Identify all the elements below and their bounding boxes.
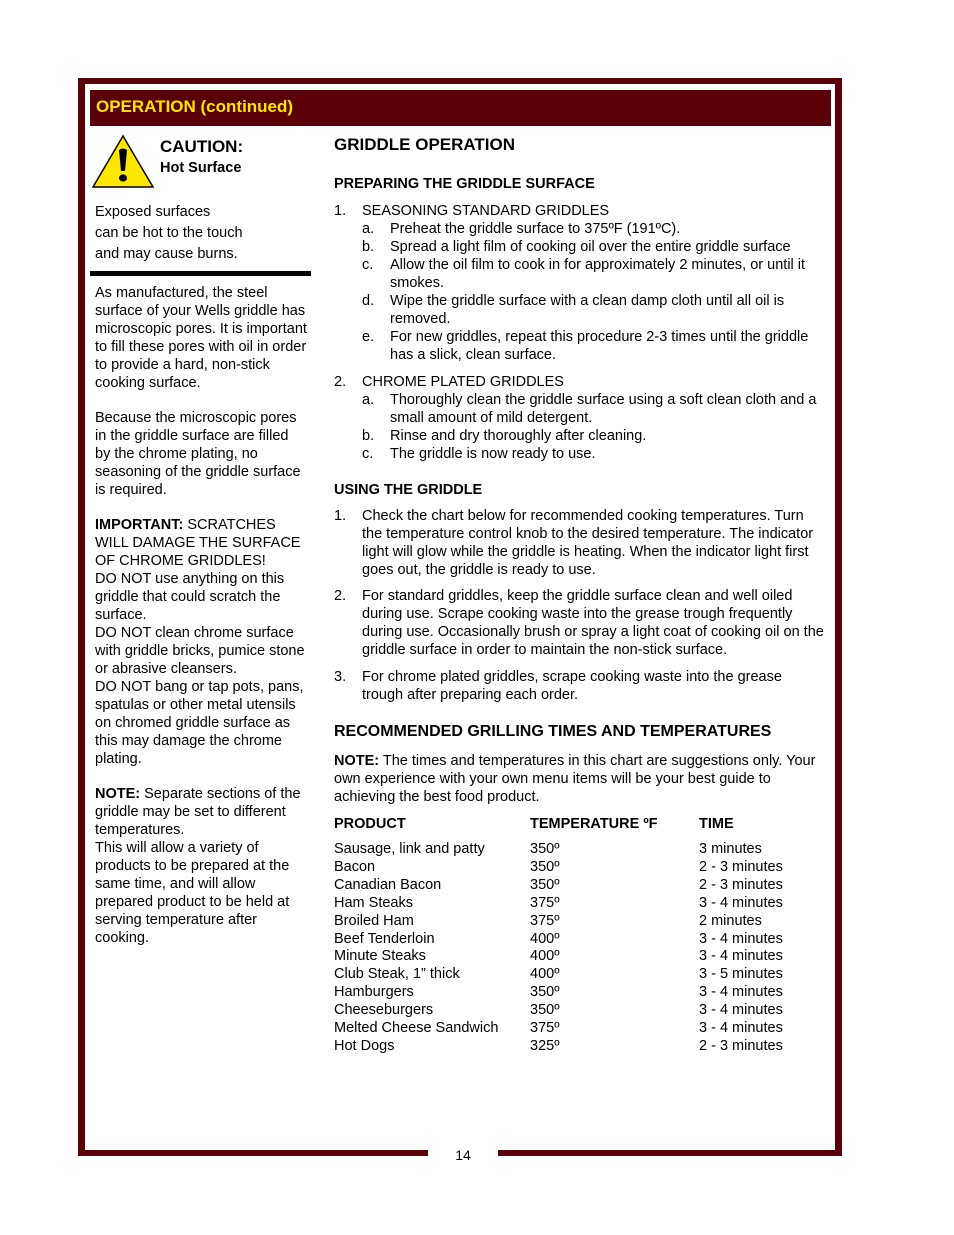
section-banner	[90, 90, 831, 126]
sidebar-divider	[90, 271, 311, 276]
rec-note	[334, 752, 826, 806]
main-content	[334, 136, 826, 1056]
table-row	[334, 1038, 826, 1056]
item-text: For chrome plated griddles, scrape cooking waste into the grease trough after preparing each order.	[362, 669, 782, 703]
step-item	[334, 256, 826, 292]
warning-triangle-icon	[92, 134, 156, 190]
note-label: NOTE:	[95, 786, 141, 802]
grilling-table	[334, 815, 826, 1056]
section-title: OPERATION (continued)	[96, 97, 294, 116]
temperature-cell: 350º	[530, 1002, 560, 1019]
product-cell: Melted Cheese Sandwich	[334, 1020, 499, 1037]
temperature-cell: 350º	[530, 984, 560, 1001]
product-cell: Canadian Bacon	[334, 876, 442, 893]
temperature-cell: 400º	[530, 966, 560, 983]
step-letter: c.	[362, 257, 374, 273]
table-row	[334, 948, 826, 966]
do-not-item: DO NOT clean chrome surface with griddle bricks, pumice stone or abrasive cleansers.	[95, 625, 305, 677]
page-heading: GRIDDLE OPERATION	[334, 135, 516, 154]
item-number: 2.	[334, 588, 347, 604]
temperature-cell: 375º	[530, 1020, 560, 1037]
table-row	[334, 966, 826, 984]
caution-line: can be hot to the touch	[95, 225, 243, 241]
using-heading: USING THE GRIDDLE	[334, 482, 483, 498]
step-item	[334, 391, 826, 427]
table-row	[334, 859, 826, 877]
step-text: Preheat the griddle surface to 375ºF (191ºC).	[390, 221, 681, 237]
step-letter: c.	[362, 446, 374, 462]
time-cell: 2 - 3 minutes	[699, 858, 783, 875]
important-label: IMPORTANT:	[95, 517, 184, 533]
temperature-cell: 350º	[530, 841, 560, 857]
product-cell: Beef Tenderloin	[334, 930, 435, 947]
rec-note-label: NOTE:	[334, 753, 380, 769]
step-text: Allow the oil film to cook in for approximately 2 minutes, or until it smokes.	[390, 257, 806, 291]
time-cell: 3 - 4 minutes	[699, 1020, 783, 1037]
item-number: 3.	[334, 669, 347, 685]
product-cell: Cheeseburgers	[334, 1002, 434, 1019]
column-header: TEMPERATURE ºF	[530, 816, 658, 832]
sidebar-paragraph: As manufactured, the steel surface of your Wells griddle has microscopic pores. It is important to fill these pores with oil in order to provide a hard, non-stick cooking surface.	[95, 285, 307, 391]
note-paragraph-2: This will allow a variety of products to be prepared at the same time, and will allow prepared product to be held at serving temperature after cooking.	[95, 840, 290, 946]
column-header: TIME	[699, 816, 734, 832]
item-text: For standard griddles, keep the griddle surface clean and well oiled during use. Scrape cooking waste into the grease trough frequently during use. Occasionally brush or spray a light coat of cooking oil on the griddle surface in order to maintain the non-stick surface.	[362, 588, 824, 658]
item-number: 1.	[334, 203, 347, 219]
chrome-item	[334, 373, 826, 391]
using-item	[334, 587, 826, 659]
temperature-cell: 375º	[530, 912, 560, 929]
column-header: PRODUCT	[334, 816, 406, 832]
table-row	[334, 984, 826, 1002]
time-cell: 2 minutes	[699, 912, 762, 929]
do-not-item: DO NOT use anything on this griddle that could scratch the surface.	[95, 571, 285, 623]
important-paragraph	[95, 516, 307, 570]
step-text: Wipe the griddle surface with a clean damp cloth until all oil is removed.	[390, 293, 785, 327]
temperature-cell: 350º	[530, 876, 560, 893]
time-cell: 3 - 4 minutes	[699, 948, 783, 965]
table-row	[334, 895, 826, 913]
step-item	[334, 445, 826, 463]
page-frame-bottom-right	[498, 1150, 842, 1156]
do-not-item: DO NOT bang or tap pots, pans, spatulas or other metal utensils on chromed griddle surface as this may damage the chrome plating.	[95, 679, 304, 767]
caution-title: CAUTION:	[160, 137, 244, 156]
caution-subtitle: Hot Surface	[160, 160, 242, 176]
seasoning-item	[334, 202, 826, 220]
product-cell: Bacon	[334, 858, 376, 875]
step-item	[334, 220, 826, 238]
item-text: Check the chart below for recommended cooking temperatures. Turn the temperature control knob to the desired temperature. The indicator light will glow while the griddle is heating. When the indicator light first goes out, the griddle is ready to use.	[362, 508, 814, 578]
time-cell: 3 minutes	[699, 841, 762, 857]
sidebar-paragraph: Because the microscopic pores in the griddle surface are filled by the chrome plating, no seasoning of the griddle surface is required.	[95, 410, 301, 498]
temperature-cell: 400º	[530, 930, 560, 947]
page-frame-left	[78, 78, 85, 1156]
table-row	[334, 877, 826, 895]
item-label: SEASONING STANDARD GRIDDLES	[362, 203, 610, 219]
step-text: Spread a light film of cooking oil over the entire griddle surface	[390, 239, 791, 255]
caution-line: and may cause burns.	[95, 246, 238, 262]
time-cell: 3 - 4 minutes	[699, 930, 783, 947]
using-item	[334, 507, 826, 579]
product-cell: Sausage, link and patty	[334, 841, 485, 857]
product-cell: Ham Steaks	[334, 894, 413, 911]
rec-note-text: The times and temperatures in this chart are suggestions only. Your own experience with your own menu items will be your best guide to achieving the best food product.	[334, 753, 816, 805]
prep-heading: PREPARING THE GRIDDLE SURFACE	[334, 176, 595, 192]
temperature-cell: 325º	[530, 1037, 560, 1054]
step-text: Rinse and dry thoroughly after cleaning.	[390, 428, 647, 444]
step-item	[334, 427, 826, 445]
step-letter: b.	[362, 428, 375, 444]
step-item	[334, 238, 826, 256]
step-letter: a.	[362, 392, 375, 408]
step-text: Thoroughly clean the griddle surface using a soft clean cloth and a small amount of mild detergent.	[390, 392, 817, 426]
page-frame-bottom-left	[78, 1150, 428, 1156]
product-cell: Hamburgers	[334, 984, 414, 1001]
caution-line: Exposed surfaces	[95, 204, 211, 220]
step-item	[334, 328, 826, 364]
important-text: SCRATCHES WILL DAMAGE THE SURFACE OF CHROME GRIDDLES!	[95, 517, 301, 569]
time-cell: 3 - 4 minutes	[699, 894, 783, 911]
item-label: CHROME PLATED GRIDDLES	[362, 374, 564, 390]
step-text: The griddle is now ready to use.	[390, 446, 596, 462]
table-body	[334, 841, 826, 1056]
table-row	[334, 913, 826, 931]
time-cell: 2 - 3 minutes	[699, 876, 783, 893]
time-cell: 3 - 4 minutes	[699, 984, 783, 1001]
product-cell: Club Steak, 1” thick	[334, 966, 460, 983]
item-number: 2.	[334, 374, 347, 390]
step-text: For new griddles, repeat this procedure 2-3 times until the griddle has a slick, clean surface.	[390, 329, 809, 363]
temperature-cell: 400º	[530, 948, 560, 965]
time-cell: 2 - 3 minutes	[699, 1037, 783, 1054]
time-cell: 3 - 4 minutes	[699, 1002, 783, 1019]
step-letter: e.	[362, 329, 375, 345]
note-paragraph	[95, 785, 307, 839]
temperature-cell: 375º	[530, 894, 560, 911]
table-row	[334, 841, 826, 859]
item-number: 1.	[334, 508, 347, 524]
using-item	[334, 668, 826, 704]
temperature-cell: 350º	[530, 858, 560, 875]
step-letter: d.	[362, 293, 375, 309]
product-cell: Hot Dogs	[334, 1037, 395, 1054]
page-number: 14	[455, 1147, 471, 1163]
table-row	[334, 1020, 826, 1038]
note-text: Separate sections of the griddle may be set to different temperatures.	[95, 786, 301, 838]
step-letter: a.	[362, 221, 375, 237]
step-item	[334, 292, 826, 328]
sidebar-body	[95, 284, 307, 947]
time-cell: 3 - 5 minutes	[699, 966, 783, 983]
product-cell: Broiled Ham	[334, 912, 414, 929]
table-row	[334, 931, 826, 949]
table-header-row	[334, 815, 826, 841]
product-cell: Minute Steaks	[334, 948, 426, 965]
step-letter: b.	[362, 239, 375, 255]
rec-heading: RECOMMENDED GRILLING TIMES AND TEMPERATURES	[334, 723, 772, 740]
table-row	[334, 1002, 826, 1020]
caution-text	[95, 202, 305, 265]
page-frame-right	[835, 78, 842, 1156]
page-frame-top	[78, 78, 842, 84]
